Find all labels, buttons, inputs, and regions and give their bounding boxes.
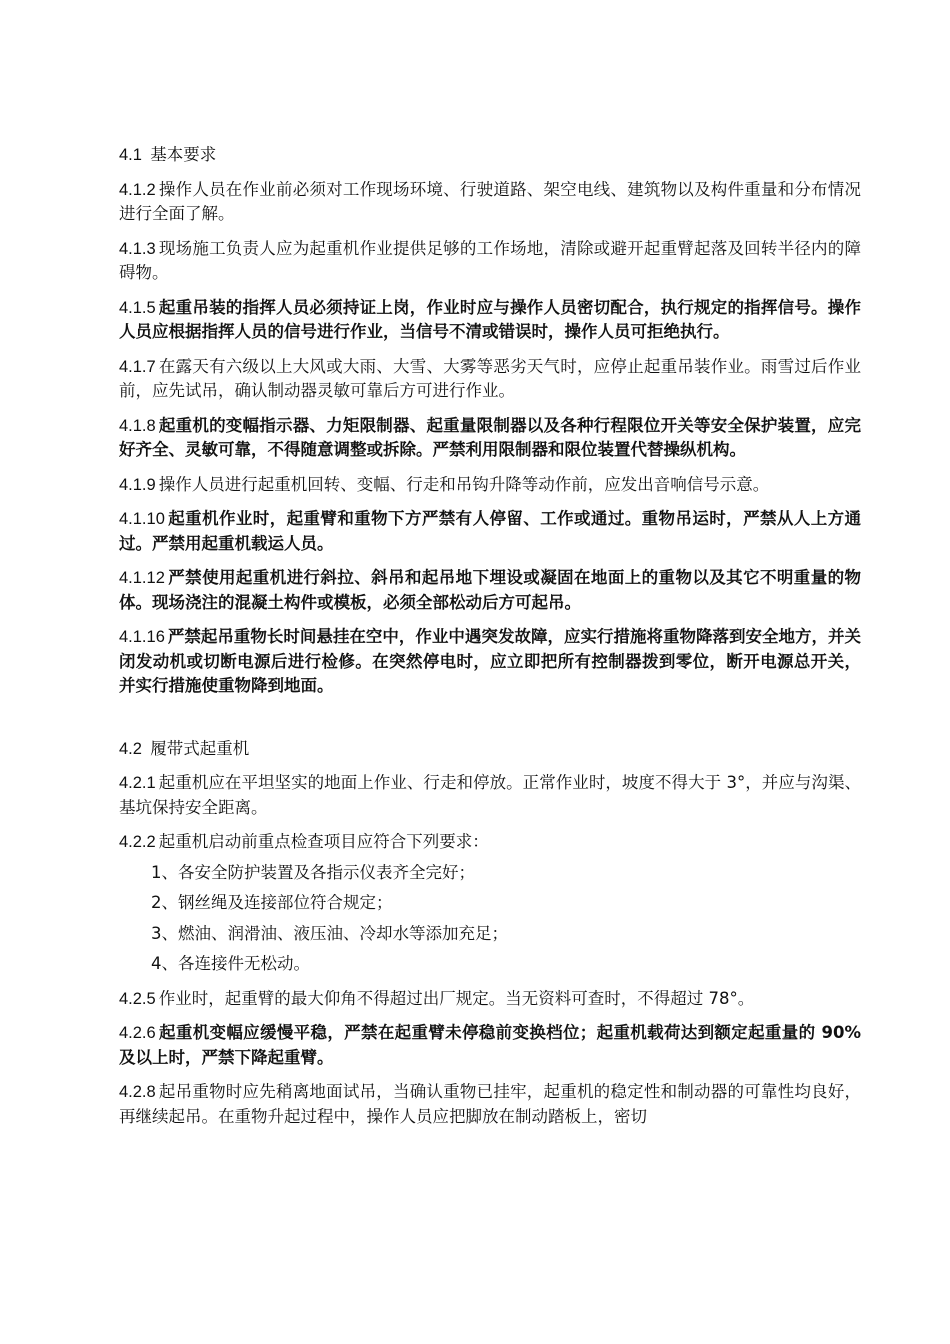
list-item: 1、各安全防护装置及各指示仪表齐全完好； <box>151 862 475 882</box>
heading-number: 4.1 <box>119 146 142 164</box>
clause-4-1-2 <box>119 178 861 227</box>
clause-text: 现场施工负责人应为起重机作业提供足够的工作场地，清除或避开起重臂起落及回转半径内的障碍物。 <box>119 238 861 282</box>
clause-text: 起重机变幅应缓慢平稳，严禁在起重臂未停稳前变换档位；起重机载荷达到额定起重量的 90%及以上时，严禁下降起重臂。 <box>119 1023 861 1067</box>
heading-text: 基本要求 <box>150 145 217 164</box>
section-heading-4-1 <box>119 143 861 168</box>
clause-4-2-5 <box>119 987 861 1012</box>
clause-text: 严禁使用起重机进行斜拉、斜吊和起吊地下埋设或凝固在地面上的重物以及其它不明重量的物体。现场浇注的混凝土构件或模板，必须全部松动后方可起吊。 <box>119 568 861 612</box>
clause-4-1-10 <box>119 507 861 556</box>
clause-text: 起重机启动前重点检查项目应符合下列要求： <box>158 832 489 851</box>
clause-number: 4.1.12 <box>119 569 165 587</box>
clause-number: 4.2.1 <box>119 774 156 792</box>
clause-4-1-9 <box>119 473 861 498</box>
list-item: 3、燃油、润滑油、液压油、冷却水等添加充足； <box>151 923 508 943</box>
section-spacer <box>119 709 861 737</box>
clause-text: 起吊重物时应先稍离地面试吊，当确认重物已挂牢，起重机的稳定性和制动器的可靠性均良好，再继续起吊。在重物升起过程中，操作人员应把脚放在制动踏板上，密切 <box>119 1082 861 1126</box>
heading-number: 4.2 <box>119 739 142 758</box>
clause-text: 操作人员进行起重机回转、变幅、行走和吊钩升降等动作前，应发出音响信号示意。 <box>158 474 770 494</box>
clause-number: 4.1.9 <box>119 475 156 494</box>
clause-4-2-6 <box>119 1021 861 1070</box>
clause-4-1-8 <box>119 414 861 463</box>
document-body <box>119 143 861 1139</box>
clause-4-2-8 <box>119 1080 861 1129</box>
heading-text: 履带式起重机 <box>150 738 250 758</box>
clause-text: 严禁起吊重物长时间悬挂在空中，作业中遇突发故障，应实行措施将重物降落到安全地方，并关闭发动机或切断电源后进行检修。在突然停电时，应立即把所有控制器拨到零位，断开电源总开关，并实行措施使重物降到地面。 <box>119 627 861 695</box>
clause-number: 4.1.5 <box>119 298 156 317</box>
clause-4-1-16 <box>119 625 861 699</box>
clause-text: 起重机作业时，起重臂和重物下方严禁有人停留、工作或通过。重物吊运时，严禁从人上方通过。严禁用起重机载运人员。 <box>119 509 861 553</box>
clause-number: 4.1.2 <box>119 180 156 199</box>
clause-4-1-5 <box>119 296 861 345</box>
clause-text: 起重吊装的指挥人员必须持证上岗，作业时应与操作人员密切配合，执行规定的指挥信号。操作人员应根据指挥人员的信号进行作业，当信号不清或错误时，操作人员可拒绝执行。 <box>119 297 861 341</box>
clause-4-2-2 <box>119 830 861 855</box>
clause-number: 4.1.10 <box>119 510 165 528</box>
list-item: 2、钢丝绳及连接部位符合规定； <box>151 893 393 912</box>
check-list <box>119 861 861 977</box>
clause-text: 操作人员在作业前必须对工作现场环境、行驶道路、架空电线、建筑物以及构件重量和分布情况进行全面了解。 <box>119 179 861 223</box>
clause-text: 起重机应在平坦坚实的地面上作业、行走和停放。正常作业时，坡度不得大于 3°，并应与沟渠、基坑保持安全距离。 <box>119 773 861 817</box>
clause-4-1-12 <box>119 566 861 615</box>
clause-number: 4.2.2 <box>119 833 156 851</box>
list-item: 4、各连接件无松动。 <box>151 954 310 973</box>
clause-number: 4.1.8 <box>119 416 156 435</box>
clause-4-2-1 <box>119 771 861 820</box>
clause-text: 在露天有六级以上大风或大雨、大雪、大雾等恶劣天气时，应停止起重吊装作业。雨雪过后作业前，应先试吊，确认制动器灵敏可靠后方可进行作业。 <box>119 356 861 400</box>
clause-4-1-3 <box>119 237 861 286</box>
clause-number: 4.1.16 <box>119 628 165 646</box>
clause-number: 4.1.3 <box>119 239 156 258</box>
section-heading-4-2 <box>119 737 861 762</box>
clause-number: 4.2.5 <box>119 989 156 1008</box>
clause-text: 作业时，起重臂的最大仰角不得超过出厂规定。当无资料可查时，不得超过 78°。 <box>158 988 755 1008</box>
clause-number: 4.1.7 <box>119 357 156 376</box>
clause-text: 起重机的变幅指示器、力矩限制器、起重量限制器以及各种行程限位开关等安全保护装置，应完好齐全、灵敏可靠，不得随意调整或拆除。严禁利用限制器和限位装置代替操纵机构。 <box>119 415 861 459</box>
clause-number: 4.2.8 <box>119 1083 156 1101</box>
clause-4-1-7 <box>119 355 861 404</box>
clause-number: 4.2.6 <box>119 1024 156 1042</box>
